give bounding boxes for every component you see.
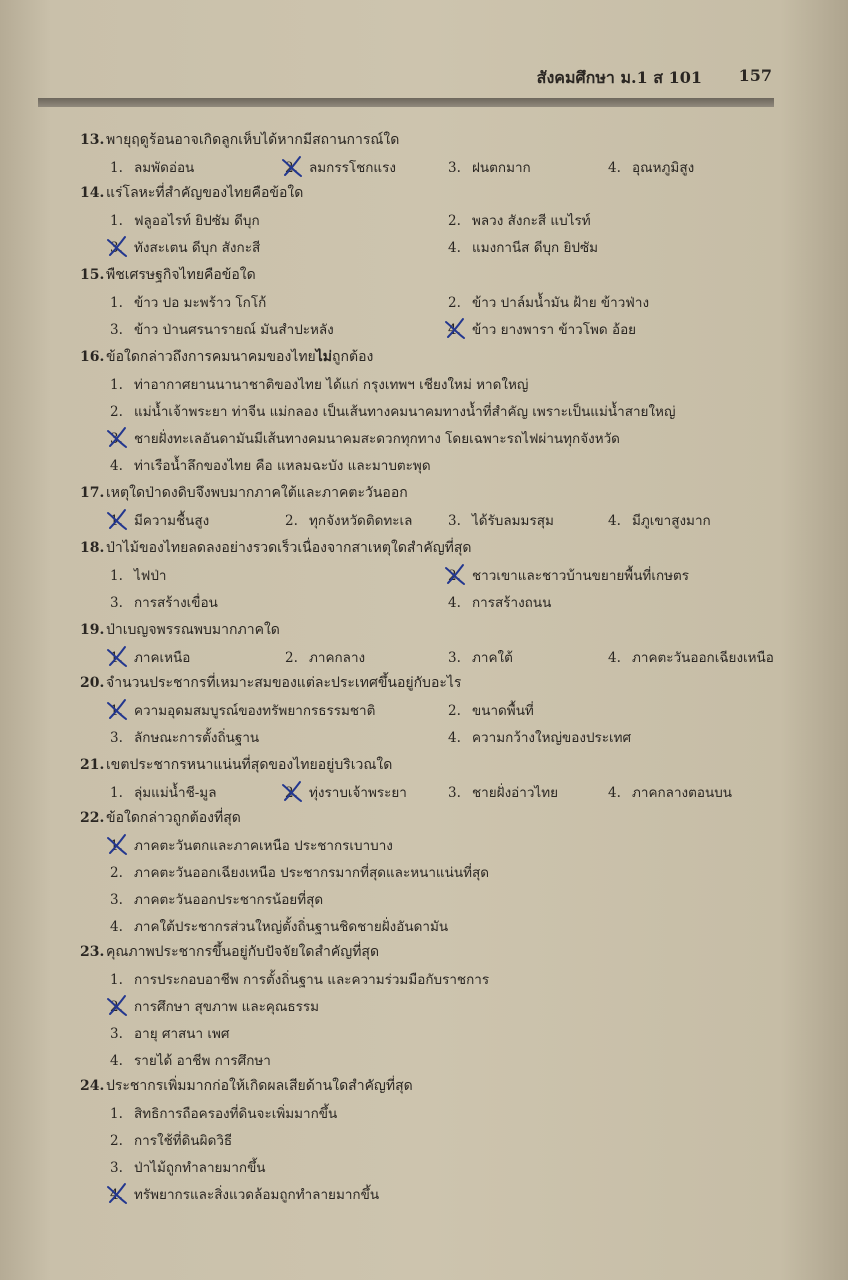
option-number: 3. [110, 730, 123, 746]
option-number: 2. [285, 650, 298, 666]
option-number: 4. [110, 1053, 123, 1069]
answer-option [110, 320, 334, 340]
option-text: การศึกษา สุขภาพ และคุณธรรม [134, 999, 320, 1015]
option-number: 1. [110, 513, 123, 529]
option-number: 2. [110, 1133, 123, 1149]
option-number: 3. [448, 785, 461, 801]
option-text: ท่าเรือน้ำลึกของไทย คือ แหลมฉะบัง และมาบตะพุด [134, 458, 431, 474]
answer-option [448, 320, 636, 340]
option-number: 3. [448, 650, 461, 666]
answer-option [110, 293, 266, 313]
answer-option [110, 997, 319, 1017]
option-text: การประกอบอาชีพ การตั้งถิ่นฐาน และความร่วมมือกับราชการ [134, 972, 490, 988]
option-number: 4. [608, 785, 621, 801]
answer-option [110, 402, 675, 422]
question-number: 18. [80, 540, 105, 556]
question-number: 14. [80, 185, 105, 201]
answer-option [110, 1051, 271, 1071]
option-number: 1. [110, 703, 123, 719]
option-number: 3. [110, 892, 123, 908]
option-text: รายได้ อาชีพ การศึกษา [134, 1053, 271, 1069]
answer-option [448, 783, 558, 803]
question-stem [80, 942, 379, 962]
question-stem [80, 755, 392, 775]
option-number: 2. [448, 213, 461, 229]
option-number: 4. [110, 458, 123, 474]
option-text: การสร้างเขื่อน [134, 595, 218, 611]
page-number: 157 [738, 66, 772, 85]
option-number: 2. [448, 703, 461, 719]
question-stem [80, 538, 471, 558]
option-number: 3. [110, 1026, 123, 1042]
option-number: 3. [110, 595, 123, 611]
answer-option [448, 238, 598, 258]
option-text: การใช้ที่ดินผิดวิธี [134, 1133, 233, 1149]
option-number: 1. [110, 838, 123, 854]
question-number: 24. [80, 1078, 105, 1094]
option-text: ความกว้างใหญ่ของประเทศ [472, 730, 632, 746]
option-text: แมงกานีส ดีบุก ยิปซัม [472, 240, 599, 256]
answer-option [110, 1024, 229, 1044]
question-number: 23. [80, 944, 105, 960]
option-text: ข้าว ป่านศรนารายณ์ มันสำปะหลัง [134, 322, 334, 338]
answer-option [110, 970, 489, 990]
answer-option [448, 566, 689, 586]
option-text: ขนาดพื้นที่ [472, 703, 534, 719]
question-text: เขตประชากรหนาแน่นที่สุดของไทยอยู่บริเวณใด [106, 757, 393, 773]
option-text: ภาคเหนือ [134, 650, 191, 666]
question-stem [80, 1076, 413, 1096]
option-text: ป่าไม้ถูกทำลายมากขึ้น [134, 1160, 266, 1176]
answer-option [110, 648, 190, 668]
answer-option [110, 890, 323, 910]
option-text: ลมพัดอ่อน [134, 160, 195, 176]
option-text: ทังสะเตน ดีบุก สังกะสี [134, 240, 261, 256]
option-text: ชายฝั่งทะเลอันดามันมีเส้นทางคมนาคมสะดวกทุกทาง โดยเฉพาะรถไฟผ่านทุกจังหวัด [134, 431, 620, 447]
question-stem [80, 808, 241, 828]
question-stem [80, 265, 256, 285]
option-number: 3. [110, 431, 123, 447]
question-number: 19. [80, 622, 105, 638]
option-number: 4. [608, 160, 621, 176]
question-text: จำนวนประชากรที่เหมาะสมของแต่ละประเทศขึ้นอยู่กับอะไร [106, 675, 462, 691]
answer-option [110, 593, 218, 613]
option-text: ไฟป่า [134, 568, 167, 584]
option-number: 2. [285, 160, 298, 176]
option-text: อายุ ศาสนา เพศ [134, 1026, 230, 1042]
option-text: ความอุดมสมบูรณ์ของทรัพยากรธรรมชาติ [134, 703, 376, 719]
option-text: ทรัพยากรและสิ่งแวดล้อมถูกทำลายมากขึ้น [134, 1187, 380, 1203]
option-number: 1. [110, 568, 123, 584]
option-number: 3. [110, 1160, 123, 1176]
question-text: ข้อใดกล่าวถูกต้องที่สุด [106, 810, 241, 826]
option-number: 2. [448, 295, 461, 311]
answer-option [448, 211, 591, 231]
question-number: 17. [80, 485, 105, 501]
option-number: 4. [448, 240, 461, 256]
answer-option [285, 648, 365, 668]
answer-option [110, 429, 620, 449]
option-text: ชาวเขาและชาวบ้านขยายพื้นที่เกษตร [472, 568, 690, 584]
answer-option [110, 783, 216, 803]
option-text: ลักษณะการตั้งถิ่นฐาน [134, 730, 260, 746]
question-stem [80, 130, 399, 150]
option-text: พลวง สังกะสี แบไรท์ [472, 213, 591, 229]
option-number: 4. [448, 322, 461, 338]
option-number: 4. [448, 730, 461, 746]
option-text: ลุ่มแม่น้ำชี-มูล [134, 785, 217, 801]
option-number: 2. [285, 513, 298, 529]
question-text: คุณภาพประชากรขึ้นอยู่กับปัจจัยใดสำคัญที่สุด [106, 944, 380, 960]
option-text: ทุกจังหวัดติดทะเล [309, 513, 413, 529]
answer-option [110, 375, 528, 395]
option-text: มีภูเขาสูงมาก [632, 513, 711, 529]
option-text: ท่าอากาศยานนานาชาติของไทย ได้แก่ กรุงเทพฯ เชียงใหม่ หาดใหญ่ [134, 377, 529, 393]
option-number: 1. [110, 650, 123, 666]
answer-option [110, 1185, 379, 1205]
question-stem [80, 620, 280, 640]
option-text: สิทธิการถือครองที่ดินจะเพิ่มมากขึ้น [134, 1106, 338, 1122]
answer-option [110, 1104, 337, 1124]
option-text: ข้าว ยางพารา ข้าวโพด อ้อย [472, 322, 637, 338]
answer-option [110, 863, 489, 883]
option-text: อุณหภูมิสูง [632, 160, 695, 176]
option-text: ภาคตะวันออกเฉียงเหนือ [632, 650, 774, 666]
option-number: 2. [448, 568, 461, 584]
question-number: 20. [80, 675, 105, 691]
option-number: 1. [110, 1106, 123, 1122]
option-number: 4. [608, 650, 621, 666]
answer-option [448, 511, 554, 531]
option-number: 4. [110, 919, 123, 935]
option-text: ภาคกลาง [309, 650, 366, 666]
question-stem [80, 483, 408, 503]
answer-option [608, 648, 774, 668]
answer-option [110, 1158, 266, 1178]
answer-option [110, 836, 393, 856]
answer-option [448, 593, 551, 613]
option-number: 1. [110, 213, 123, 229]
question-text: ถูกต้อง [332, 349, 374, 365]
question-stem [80, 347, 373, 367]
option-number: 3. [110, 322, 123, 338]
option-text: การสร้างถนน [472, 595, 552, 611]
option-number: 2. [110, 865, 123, 881]
option-text: ภาคใต้ [472, 650, 513, 666]
option-text: ข้าว ปอ มะพร้าว โกโก้ [134, 295, 267, 311]
question-text: ข้อใดกล่าวถึงการคมนาคมของไทย [106, 349, 316, 365]
answer-option [285, 158, 396, 178]
option-text: ได้รับลมมรสุม [472, 513, 554, 529]
answer-option [448, 701, 534, 721]
answer-option [110, 1131, 232, 1151]
option-number: 2. [110, 999, 123, 1015]
option-number: 1. [110, 160, 123, 176]
answer-option [448, 158, 531, 178]
answer-option [608, 511, 711, 531]
question-text: พืชเศรษฐกิจไทยคือข้อใด [106, 267, 256, 283]
question-number: 15. [80, 267, 105, 283]
option-text: ฟลูออไรท์ ยิปซัม ดีบุก [134, 213, 260, 229]
option-text: ลมกรรโชกแรง [309, 160, 396, 176]
option-number: 3. [448, 513, 461, 529]
option-text: ฝนตกมาก [472, 160, 531, 176]
option-number: 4. [448, 595, 461, 611]
answer-option [110, 158, 194, 178]
question-text: ประชากรเพิ่มมากก่อให้เกิดผลเสียด้านใดสำคัญที่สุด [106, 1078, 413, 1094]
question-number: 13. [80, 132, 105, 148]
option-text: ชายฝั่งอ่าวไทย [472, 785, 559, 801]
option-text: ทุ่งราบเจ้าพระยา [309, 785, 407, 801]
question-text: ป่าเบญจพรรณพบมากภาคใด [106, 622, 280, 638]
answer-option [608, 158, 694, 178]
option-number: 3. [110, 240, 123, 256]
answer-option [110, 701, 375, 721]
question-number: 16. [80, 349, 105, 365]
question-text: เหตุใดป่าดงดิบจึงพบมากภาคใต้และภาคตะวันออก [106, 485, 408, 501]
header-subject: สังคมศึกษา ม.1 ส 101 [536, 68, 702, 87]
question-text: ป่าไม้ของไทยลดลงอย่างรวดเร็วเนื่องจากสาเหตุใดสำคัญที่สุด [106, 540, 472, 556]
question-number: 22. [80, 810, 105, 826]
answer-option [448, 728, 631, 748]
answer-option [608, 783, 732, 803]
option-text: แม่น้ำเจ้าพระยา ท่าจีน แม่กลอง เป็นเส้นทางคมนาคมทางน้ำที่สำคัญ เพราะเป็นแม่น้ำสายใหญ่ [134, 404, 676, 420]
answer-option [110, 511, 209, 531]
answer-option [448, 293, 649, 313]
question-stem [80, 673, 461, 693]
option-text: ภาคตะวันออกเฉียงเหนือ ประชากรมากที่สุดและหนาแน่นที่สุด [134, 865, 489, 881]
option-number: 1. [110, 377, 123, 393]
option-text: ข้าว ปาล์มน้ำมัน ฝ้าย ข้าวฟ่าง [472, 295, 650, 311]
answer-option [285, 511, 412, 531]
option-number: 4. [608, 513, 621, 529]
option-text: ภาคตะวันออกประชากรน้อยที่สุด [134, 892, 324, 908]
option-number: 4. [110, 1187, 123, 1203]
option-text: ภาคกลางตอนบน [632, 785, 733, 801]
question-number: 21. [80, 757, 105, 773]
question-stem [80, 183, 303, 203]
answer-option [448, 648, 513, 668]
answer-option [110, 917, 448, 937]
option-number: 3. [448, 160, 461, 176]
question-text: พายุฤดูร้อนอาจเกิดลูกเห็บได้หากมีสถานการณ์ใด [106, 132, 400, 148]
option-number: 1. [110, 785, 123, 801]
answer-option [110, 211, 260, 231]
answer-option [110, 238, 260, 258]
option-number: 2. [285, 785, 298, 801]
question-text-emphasis: ไม่ [315, 349, 333, 365]
option-number: 1. [110, 295, 123, 311]
answer-option [110, 456, 431, 476]
option-number: 1. [110, 972, 123, 988]
option-text: ภาคตะวันตกและภาคเหนือ ประชากรเบาบาง [134, 838, 393, 854]
option-number: 2. [110, 404, 123, 420]
option-text: ภาคใต้ประชากรส่วนใหญ่ตั้งถิ่นฐานชิดชายฝั่งอันดามัน [134, 919, 449, 935]
answer-option [285, 783, 407, 803]
answer-option [110, 728, 259, 748]
option-text: มีความชื้นสูง [134, 513, 210, 529]
answer-option [110, 566, 167, 586]
question-text: แร่โลหะที่สำคัญของไทยคือข้อใด [106, 185, 304, 201]
